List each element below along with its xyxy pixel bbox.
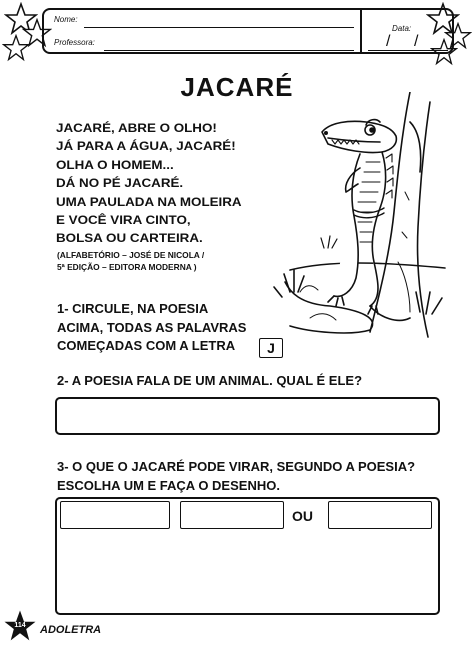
poem-line: OLHA O HOMEM... bbox=[56, 157, 174, 172]
date-label: Data: bbox=[392, 24, 412, 33]
question-1-line: COMEÇADAS COM A LETRA bbox=[57, 338, 236, 353]
teacher-field[interactable] bbox=[104, 50, 354, 51]
source-line: (ALFABETÓRIO – JOSÉ DE NICOLA / bbox=[57, 250, 205, 260]
question-1-line: ACIMA, TODAS AS PALAVRAS bbox=[57, 319, 247, 335]
question-2: 2- A POESIA FALA DE UM ANIMAL. QUAL É ELE? bbox=[57, 373, 363, 388]
page-title: JACARÉ bbox=[180, 72, 294, 102]
poem-line: BOLSA OU CARTEIRA. bbox=[56, 231, 203, 246]
poem-line: DÁ NO PÉ JACARÉ. bbox=[56, 176, 184, 191]
student-info-header bbox=[42, 8, 454, 54]
poem-line: UMA PAULADA NA MOLEIRA bbox=[56, 194, 242, 209]
star-icon bbox=[2, 34, 30, 62]
source-line: 5ª EDIÇÃO – EDITORA MODERNA ) bbox=[57, 261, 197, 272]
answer-box-question-2[interactable] bbox=[55, 397, 440, 435]
letter-j-box: J bbox=[259, 338, 283, 358]
page-number: 114 bbox=[14, 622, 26, 629]
option-box-2[interactable] bbox=[180, 501, 284, 529]
question-3 bbox=[57, 458, 415, 495]
date-field[interactable]: / / bbox=[366, 34, 450, 52]
header-divider bbox=[360, 10, 362, 52]
name-label: Nome: bbox=[54, 15, 78, 24]
name-field[interactable] bbox=[84, 27, 354, 28]
option-box-1[interactable] bbox=[60, 501, 170, 529]
poem-source bbox=[57, 250, 257, 273]
poem-line: JÁ PARA A ÁGUA, JACARÉ! bbox=[56, 139, 236, 154]
or-label: OU bbox=[292, 508, 313, 524]
question-3-line: ESCOLHA UM E FAÇA O DESENHO. bbox=[57, 477, 280, 493]
teacher-label: Professora: bbox=[54, 38, 95, 47]
poem-line: E VOCÊ VIRA CINTO, bbox=[56, 213, 191, 228]
question-1 bbox=[57, 300, 246, 356]
poem bbox=[56, 119, 304, 248]
question-3-line: 3- O QUE O JACARÉ PODE VIRAR, SEGUNDO A POESIA? bbox=[57, 459, 416, 474]
option-box-3[interactable] bbox=[328, 501, 432, 529]
brand-name: ADOLETRA bbox=[40, 624, 102, 636]
question-1-line: 1- CIRCULE, NA POESIA bbox=[57, 301, 209, 316]
poem-line: JACARÉ, ABRE O OLHO! bbox=[56, 121, 217, 135]
alligator-illustration bbox=[270, 92, 450, 342]
